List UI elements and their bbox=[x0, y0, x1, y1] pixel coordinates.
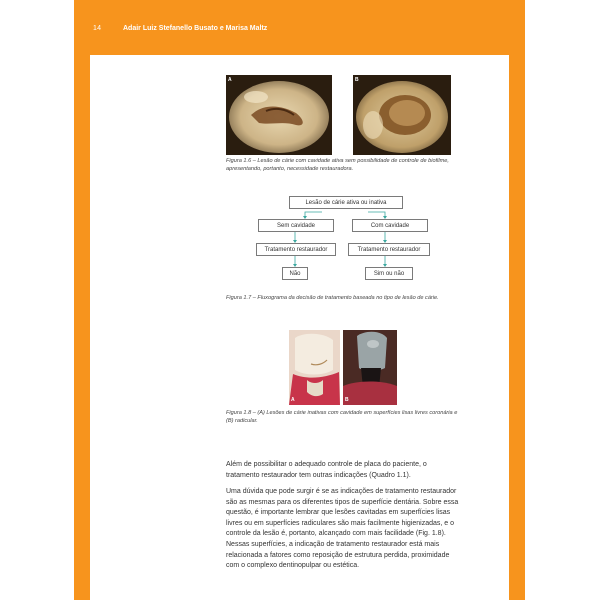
flowchart-right-treatment-box: Tratamento restaurador bbox=[348, 243, 430, 256]
figure-1-6-label-b: B bbox=[355, 77, 359, 83]
tooth-coronal-photo-a bbox=[289, 330, 340, 405]
tooth-root-photo-b bbox=[343, 330, 397, 405]
orange-frame-left bbox=[74, 0, 90, 600]
tooth-cavity-photo-b bbox=[353, 75, 451, 155]
body-paragraph-2: Uma dúvida que pode surgir é se as indicações de tratamento restaurador são as mesmas para os diferentes tipos de superfície dentária. Sobre essa questão, é importante lembrar que lesões cavitadas em superfícies lisas livres ou em superfícies radiculares são mais facilmente higienizadas, e o controle da lesão é, portanto, alcançado com mais facilidade (Fig. 1.8). Nessas superfícies, a indicação de tratamento restaurador está mais relacionada a fatores como reposição de estrutura perdida, proximidade com o complexo dentinopulpar ou estética. bbox=[226, 488, 459, 570]
flowchart-right-outcome-box: Sim ou não bbox=[365, 267, 413, 280]
flowchart-left-outcome-box: Não bbox=[282, 267, 308, 280]
body-paragraph-1: Além de possibilitar o adequado controle de placa do paciente, o tratamento restaurador tem outras indicações (Quadro 1.1). bbox=[226, 461, 427, 479]
figure-1-6-caption: Figura 1.6 – Lesão de cárie com cavidade ativa sem possibilidade de controle de biofilme, apresentando, portanto, necessidade restauradora. bbox=[226, 158, 449, 172]
figure-1-6-photo-a bbox=[226, 75, 332, 155]
flowchart-root-box: Lesão de cárie ativa ou inativa bbox=[289, 196, 403, 209]
figure-1-8-caption: Figura 1.8 – (A) Lesões de cárie inativas com cavidade em superfícies lisas livres coronária e (B) radicular. bbox=[226, 410, 458, 424]
figure-1-6-label-a: A bbox=[228, 77, 232, 83]
running-head: Adair Luiz Stefanello Busato e Marisa Maltz bbox=[123, 25, 268, 32]
flowchart-right-branch-box: Com cavidade bbox=[352, 219, 428, 232]
page-number: 14 bbox=[93, 25, 102, 32]
figure-1-8-photo-b bbox=[343, 330, 397, 405]
tooth-occlusal-photo-a bbox=[226, 75, 332, 155]
figure-1-7-caption: Figura 1.7 – Fluxograma da decisão de tratamento baseada no tipo de lesão de cárie. bbox=[226, 295, 439, 301]
figure-1-6-photo-b bbox=[353, 75, 451, 155]
flowchart-left-treatment-box: Tratamento restaurador bbox=[256, 243, 336, 256]
figure-1-8-photo-a bbox=[289, 330, 340, 405]
orange-frame-right bbox=[509, 0, 525, 600]
figure-1-8-label-b: B bbox=[345, 397, 349, 403]
figure-1-8-label-a: A bbox=[291, 397, 295, 403]
flowchart-left-branch-box: Sem cavidade bbox=[258, 219, 334, 232]
